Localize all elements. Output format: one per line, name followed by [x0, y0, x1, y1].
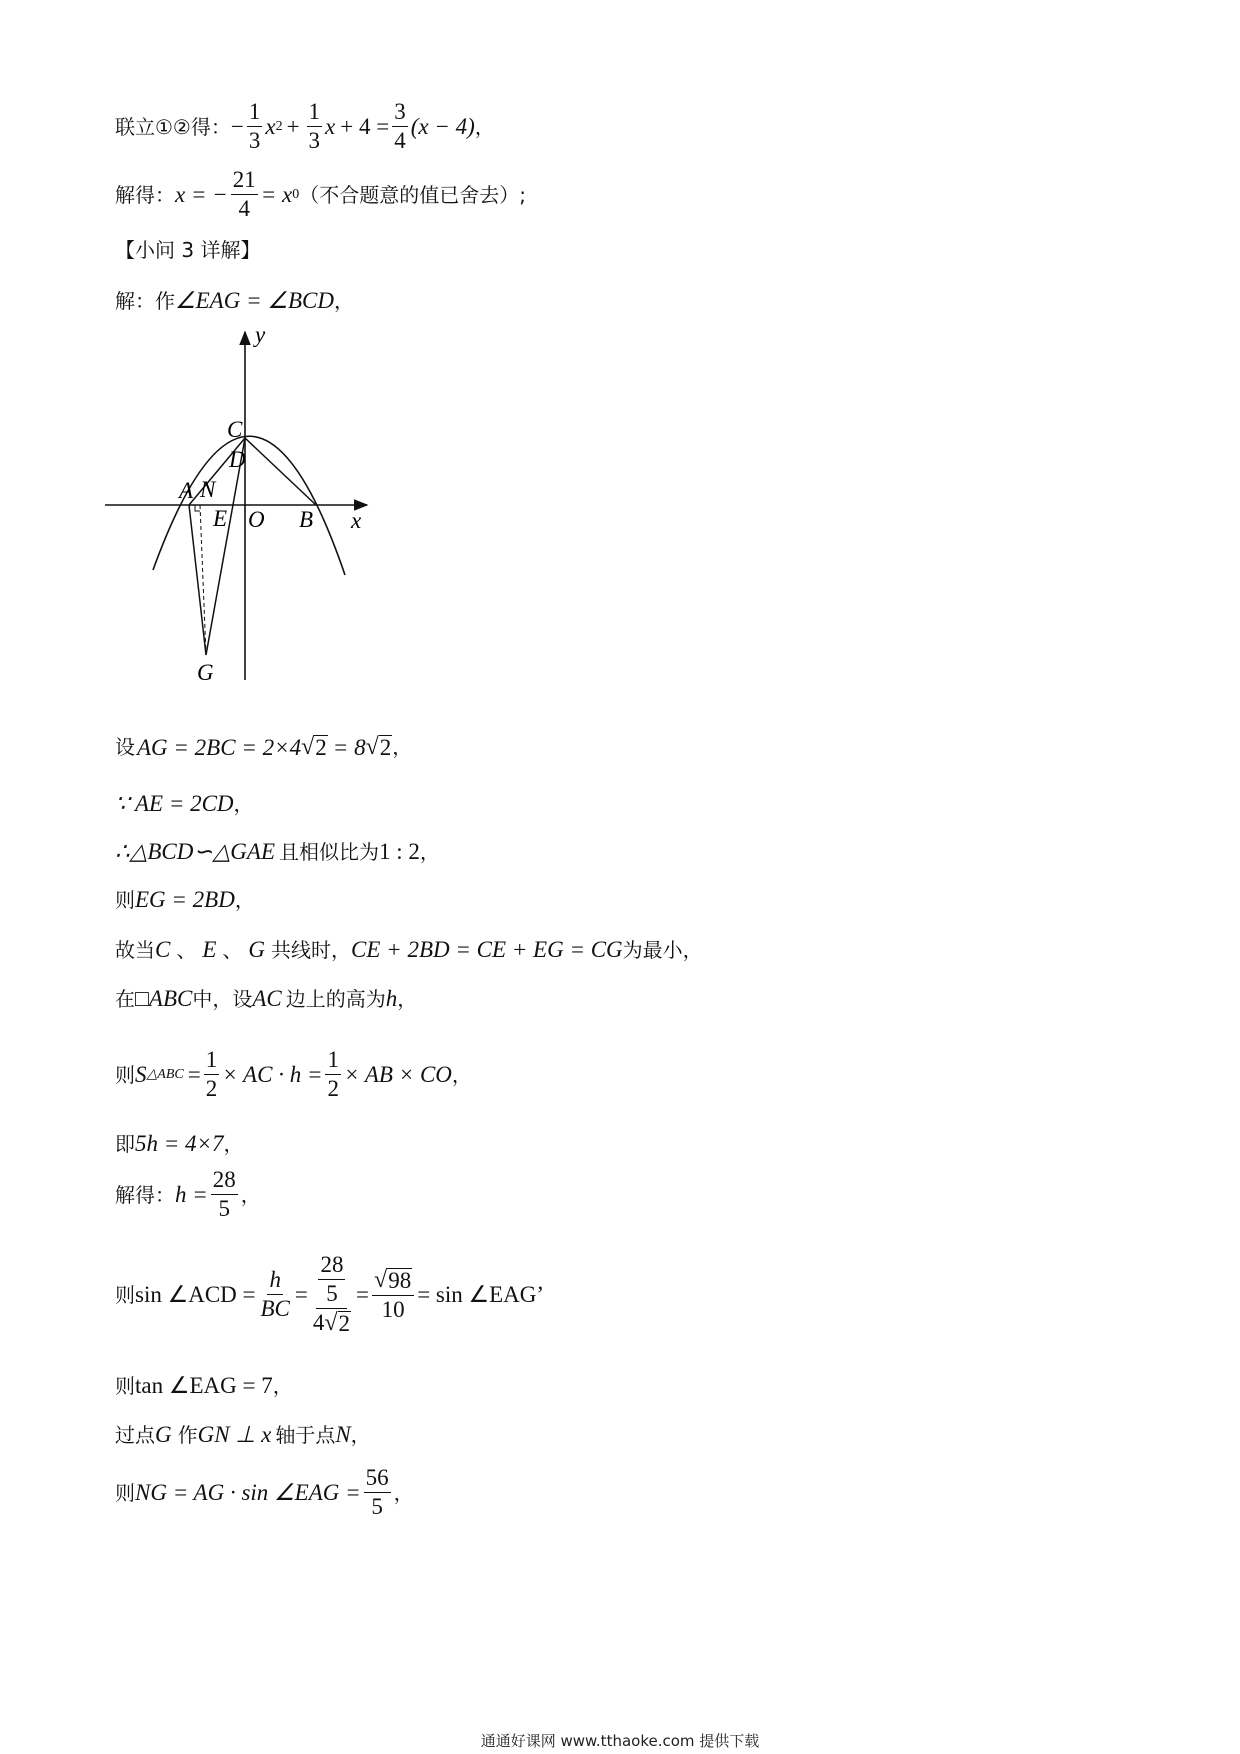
text: 且相似比为	[279, 839, 379, 864]
sqrt	[374, 1268, 412, 1293]
math-text: N	[335, 1422, 351, 1447]
fraction	[259, 1268, 292, 1321]
denominator: 2	[205, 1076, 218, 1102]
math-text: CE + 2BD = CE + EG = CG	[351, 937, 623, 962]
text: 中，设	[192, 986, 253, 1011]
denominator: BC	[260, 1296, 290, 1322]
point-b-label: B	[299, 507, 314, 532]
segment-ag	[189, 505, 206, 655]
text: 则	[115, 1480, 135, 1505]
point-n-label: N	[200, 477, 216, 502]
denominator: 2	[327, 1076, 339, 1102]
numerator: 3	[392, 100, 408, 127]
numerator	[372, 1268, 414, 1296]
denominator	[311, 1309, 353, 1336]
height-line	[115, 987, 417, 1010]
point-o-label: O	[248, 507, 265, 532]
math-text: ∵ AE = 2CD	[115, 791, 234, 816]
punct: ，	[233, 791, 254, 816]
sqrt-sign: √	[324, 1310, 338, 1337]
sqrt	[366, 735, 393, 759]
punct: ，	[451, 1062, 472, 1087]
punct: ，	[474, 114, 495, 139]
text: 则	[115, 1373, 135, 1398]
math-text: AC	[252, 986, 282, 1011]
text: 则	[115, 1282, 135, 1307]
inner-fraction	[318, 1253, 345, 1306]
math-text: = x	[260, 182, 293, 208]
math-text: C	[155, 937, 171, 962]
fraction	[372, 1268, 414, 1322]
math-text: x = −	[175, 182, 228, 208]
point-e-label: E	[213, 506, 228, 531]
sqrt	[301, 735, 328, 759]
math-text: =	[187, 1062, 201, 1088]
math-text: AG = 2BC = 2×4	[137, 734, 302, 760]
fraction	[247, 100, 263, 153]
text: 联立①②得：	[115, 114, 231, 139]
math-text: EG = 2BD	[135, 887, 235, 912]
fraction	[364, 1466, 391, 1519]
math-text: NG = AG · sin ∠EAG =	[135, 1480, 361, 1506]
var-x: x	[265, 114, 276, 140]
numerator: 1	[307, 100, 323, 127]
text: 在	[115, 986, 135, 1011]
eq-line-combine	[115, 100, 495, 153]
x-axis-label: x	[351, 508, 362, 533]
math-text: ∴△BCD∽△GAE	[115, 839, 275, 864]
text: 【小问 3 详解】	[115, 238, 261, 262]
punct: ，	[272, 1373, 293, 1398]
subscript: 0	[292, 186, 300, 202]
math-text: G	[248, 937, 266, 962]
fraction	[231, 168, 258, 221]
math-text: G	[155, 1422, 172, 1447]
math-text: = 8	[332, 734, 366, 760]
point-d-label: D	[229, 447, 246, 472]
numerator: 1	[247, 100, 263, 127]
denominator: 5	[218, 1196, 231, 1222]
text: 即	[115, 1131, 135, 1156]
punct: ，	[223, 1131, 244, 1156]
sqrt-sign: √	[301, 734, 315, 760]
fraction	[307, 100, 323, 153]
math-text: × AC · h =	[222, 1062, 323, 1088]
fraction	[325, 1048, 341, 1101]
punct: ，	[234, 887, 255, 912]
plus-sign: +	[286, 114, 300, 140]
text: 、	[222, 937, 243, 962]
text: 轴于点	[275, 1422, 336, 1447]
numerator: 21	[231, 168, 258, 195]
text: 则	[115, 1062, 135, 1087]
math-text: ∠EAG = ∠BCD	[175, 288, 334, 313]
math-text: □	[135, 986, 149, 1011]
text: 、	[176, 937, 197, 962]
similar-triangles-line	[115, 840, 440, 863]
eq-line-ng	[115, 1466, 414, 1519]
sqrt	[324, 1311, 351, 1336]
denominator: 5	[371, 1494, 383, 1520]
math-text: = sin ∠EAG	[417, 1282, 537, 1308]
text: 边上的高为	[285, 986, 386, 1011]
punct: ’	[536, 1282, 545, 1308]
sqrt-sign: √	[365, 734, 379, 760]
radicand: 2	[379, 735, 392, 760]
point-g-label: G	[197, 660, 214, 685]
punct: ，	[240, 1182, 261, 1207]
punct: ，	[350, 1422, 371, 1447]
right-angle-mark	[195, 505, 200, 511]
point-c-label: C	[227, 417, 243, 442]
text: 则	[115, 887, 135, 912]
numerator	[316, 1253, 347, 1309]
point-a-label: A	[179, 478, 194, 503]
denominator: 10	[381, 1296, 405, 1322]
tangent-line	[115, 1374, 293, 1397]
math-text: S	[135, 1062, 147, 1088]
text: 故当	[115, 937, 155, 962]
math-text: 1 : 2	[379, 839, 420, 864]
text: 为最小，	[622, 937, 703, 962]
punct: ，	[393, 1480, 414, 1505]
sine-line	[115, 1253, 544, 1336]
text: 共线时，	[271, 937, 352, 962]
collinear-line	[115, 938, 703, 961]
fraction	[204, 1048, 220, 1101]
text: 过点	[115, 1422, 155, 1447]
parabola-diagram	[105, 330, 385, 690]
numerator: 28	[318, 1253, 345, 1280]
denominator: 3	[308, 128, 321, 154]
radicand: 2	[338, 1311, 351, 1337]
coefficient: 4	[312, 1310, 325, 1336]
numerator: h	[267, 1268, 283, 1295]
var-x: x	[325, 114, 336, 140]
denominator: 5	[326, 1281, 338, 1307]
y-axis-label: y	[255, 330, 266, 347]
construction-line	[115, 289, 354, 312]
text: 设	[115, 735, 135, 759]
text: 解得：	[115, 182, 175, 207]
math-text: h =	[175, 1182, 208, 1208]
compound-fraction	[311, 1253, 353, 1336]
eq-line-eg	[115, 888, 255, 911]
page-footer: 通通好课网 www.tthaoke.com 提供下载	[480, 1732, 760, 1750]
numerator: 28	[211, 1168, 238, 1195]
numerator: 1	[325, 1048, 341, 1075]
math-text: =	[294, 1282, 308, 1308]
minus-sign: −	[230, 114, 244, 140]
segment-cb	[245, 438, 316, 505]
denominator: 3	[248, 128, 261, 154]
fraction	[211, 1168, 238, 1221]
math-text: tan ∠EAG = 7	[135, 1373, 273, 1398]
subscript: △ABC	[146, 1066, 184, 1082]
numerator: 1	[204, 1048, 220, 1075]
eq-line-ae	[115, 792, 254, 815]
math-text: GN ⊥ x	[197, 1422, 272, 1447]
numerator: 56	[364, 1466, 391, 1493]
fraction	[392, 100, 408, 153]
math-text: sin ∠ACD =	[135, 1282, 256, 1308]
perpendicular-line	[115, 1423, 371, 1446]
text: 解得：	[115, 1182, 175, 1207]
punct: ，	[333, 288, 354, 313]
math-text: ABC	[148, 986, 193, 1011]
punct: ，	[392, 735, 413, 759]
radicand: 2	[315, 735, 327, 760]
text: 作	[177, 1422, 198, 1447]
radicand: 98	[388, 1267, 412, 1293]
math-text: 5h = 4×7	[135, 1131, 224, 1156]
punct: ，	[419, 839, 440, 864]
eq-line-5h	[115, 1132, 244, 1155]
denominator: 4	[394, 128, 406, 154]
section-heading	[115, 240, 260, 260]
eq-line-solve-x	[115, 168, 526, 221]
denominator: 4	[238, 196, 250, 222]
math-text: (x − 4)	[410, 114, 475, 140]
math-text: h	[385, 986, 398, 1011]
math-text: E	[202, 937, 217, 962]
sqrt-sign: √	[374, 1266, 388, 1293]
math-text: × AB × CO	[343, 1062, 452, 1088]
exponent: 2	[275, 118, 283, 134]
math-text: =	[356, 1282, 370, 1308]
text: 解：作	[115, 288, 175, 313]
punct: ，	[397, 986, 418, 1011]
eq-line-h	[115, 1168, 261, 1221]
area-line	[115, 1048, 472, 1101]
math-text: + 4 =	[340, 114, 390, 140]
text: （不合题意的值已舍去）;	[299, 182, 526, 207]
eq-line-ag	[115, 735, 412, 759]
